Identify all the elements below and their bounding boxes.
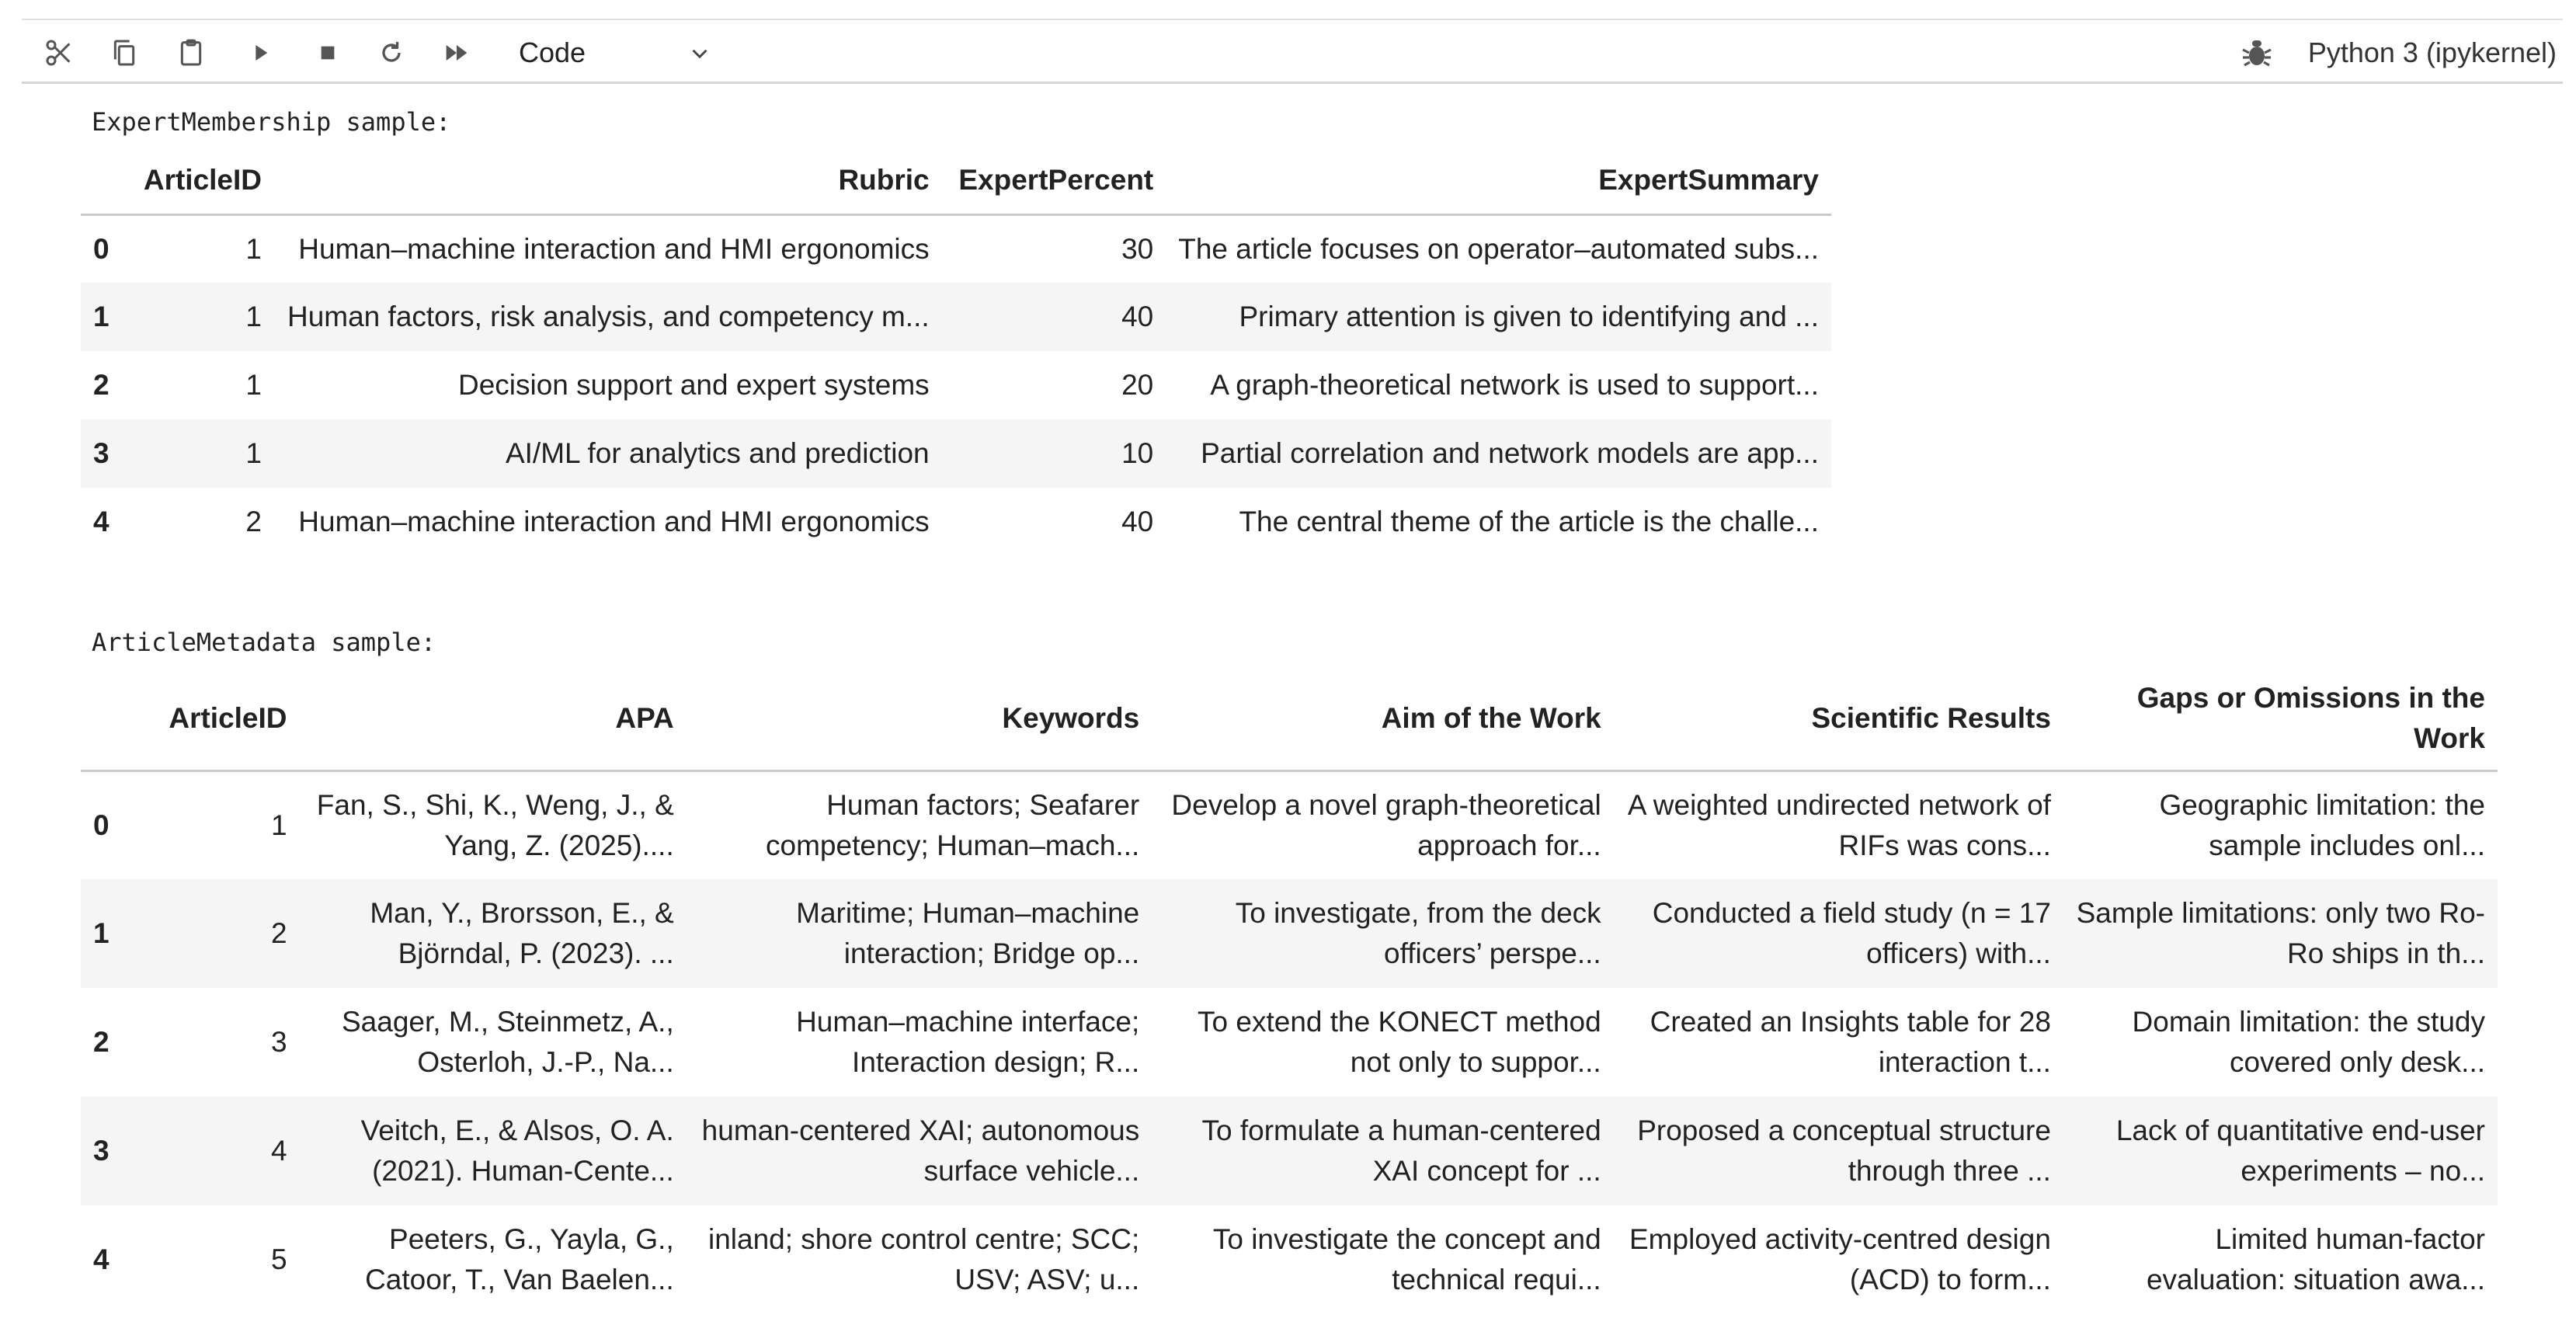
column-header: Gaps or Omissions in the Work: [2063, 668, 2498, 770]
cell-apa: Man, Y., Brorsson, E., & Björndal, P. (2023). ...: [370, 897, 674, 969]
cell-apa: Peeters, G., Yayla, G., Catoor, T., Van Baelen...: [365, 1223, 674, 1295]
cell-results: A weighted undirected network of RIFs was cons...: [1627, 788, 2051, 861]
cell-apa: Veitch, E., & Alsos, O. A. (2021). Human-Cente...: [360, 1115, 674, 1187]
cell-article-id: 2: [245, 506, 262, 537]
table-row: [81, 879, 2498, 988]
cell-keywords: Human factors; Seafarer competency; Human–mach...: [766, 788, 1140, 861]
cell-keywords: Maritime; Human–machine interaction; Bridge op...: [796, 897, 1140, 969]
cell-type-value: Code: [519, 37, 586, 68]
column-header: Aim of the Work: [1152, 668, 1613, 770]
notebook-toolbar: [22, 19, 2563, 84]
row-index: 2: [93, 1026, 110, 1058]
row-index: 0: [93, 232, 110, 265]
cell-article-id: 4: [270, 1135, 287, 1167]
kernel-name[interactable]: Python 3 (ipykernel): [2307, 37, 2557, 68]
cell-keywords: human-centered XAI; autonomous surface vehicle...: [701, 1115, 1140, 1187]
cut-icon[interactable]: [37, 33, 81, 73]
cell-keywords: Human–machine interface; Interaction design; R...: [796, 1006, 1140, 1078]
column-header: Scientific Results: [1614, 668, 2063, 770]
column-header: Keywords: [687, 668, 1152, 770]
column-header: Rubric: [274, 148, 942, 214]
cell-gaps: Lack of quantitative end-user experiments – no...: [2115, 1115, 2485, 1187]
article-metadata-label: ArticleMetadata sample:: [92, 628, 436, 657]
cell-article-id: 3: [270, 1026, 287, 1058]
paste-icon[interactable]: [169, 33, 213, 73]
table-header-row: [81, 148, 1831, 214]
row-index: 1: [93, 301, 110, 332]
table-row: [81, 351, 1831, 419]
stop-icon[interactable]: [306, 33, 349, 73]
cell-apa: Saager, M., Steinmetz, A., Osterloh, J.-P., Na...: [341, 1006, 674, 1078]
table-row: [81, 419, 1831, 488]
cell-expert-summary: Partial correlation and network models are app...: [1201, 437, 1819, 469]
row-index: 0: [93, 809, 110, 841]
bug-icon[interactable]: [2238, 34, 2275, 71]
cell-expert-percent: 10: [1121, 437, 1154, 469]
table-row: [81, 770, 2498, 879]
cell-expert-summary: The article focuses on operator–automated subs...: [1178, 232, 1819, 265]
table-row: [81, 988, 2498, 1097]
restart-icon[interactable]: [370, 33, 413, 73]
cell-expert-percent: 20: [1121, 369, 1154, 401]
column-header: APA: [300, 668, 687, 770]
cell-results: Proposed a conceptual structure through three ...: [1637, 1115, 2051, 1187]
cell-expert-summary: The central theme of the article is the challe...: [1239, 506, 1819, 537]
column-header: [81, 148, 127, 214]
row-index: 2: [93, 369, 110, 401]
row-index: 1: [93, 917, 110, 949]
cell-expert-percent: 40: [1121, 301, 1154, 332]
cell-aim: To investigate, from the deck officers’ perspe...: [1235, 897, 1601, 969]
table-row: [81, 1205, 2498, 1314]
cell-aim: To investigate the concept and technical requi...: [1212, 1223, 1601, 1295]
cell-article-id: 1: [270, 809, 287, 841]
cell-rubric: Human–machine interaction and HMI ergonomics: [298, 506, 930, 537]
fast-forward-icon[interactable]: [435, 33, 478, 73]
cell-expert-summary: A graph-theoretical network is used to support...: [1210, 369, 1819, 401]
cell-gaps: Sample limitations: only two Ro-Ro ships in th...: [2076, 897, 2485, 969]
cell-rubric: Decision support and expert systems: [457, 369, 930, 401]
cell-gaps: Geographic limitation: the sample includes onl...: [2159, 788, 2485, 861]
chevron-down-icon: [687, 40, 713, 67]
row-index: 4: [93, 1243, 110, 1275]
column-header: ArticleID: [127, 148, 274, 214]
column-header: ArticleID: [141, 668, 300, 770]
table-header-row: [81, 668, 2498, 770]
cell-aim: To extend the KONECT method not only to suppor...: [1198, 1006, 1601, 1078]
cell-aim: To formulate a human-centered XAI concept for ...: [1201, 1115, 1601, 1187]
cell-results: Created an Insights table for 28 interaction t...: [1650, 1006, 2051, 1078]
cell-results: Conducted a field study (n = 17 officers) with...: [1652, 897, 2051, 969]
cell-article-id: 1: [245, 369, 262, 401]
cell-expert-percent: 30: [1121, 232, 1154, 265]
table-row: [81, 214, 1831, 283]
article-metadata-table: [81, 668, 2498, 1314]
column-header: ExpertPercent: [942, 148, 1166, 214]
cell-article-id: 1: [245, 301, 262, 332]
table-row: [81, 1097, 2498, 1205]
cell-type-select[interactable]: [519, 33, 713, 73]
cell-keywords: inland; shore control centre; SCC; USV; ASV; u...: [707, 1223, 1140, 1295]
column-header: [81, 668, 141, 770]
copy-icon[interactable]: [103, 33, 146, 73]
cell-gaps: Domain limitation: the study covered only desk...: [2132, 1006, 2485, 1078]
run-icon[interactable]: [239, 33, 283, 73]
row-index: 3: [93, 1135, 110, 1167]
cell-expert-percent: 40: [1121, 506, 1154, 537]
expert-membership-table: [81, 148, 1831, 556]
cell-article-id: 5: [270, 1243, 287, 1275]
cell-article-id: 1: [245, 437, 262, 469]
cell-aim: Develop a novel graph-theoretical approach for...: [1171, 788, 1601, 861]
cell-article-id: 2: [270, 917, 287, 949]
row-index: 3: [93, 437, 110, 469]
cell-expert-summary: Primary attention is given to identifying and ...: [1239, 301, 1819, 332]
row-index: 4: [93, 506, 110, 537]
cell-rubric: AI/ML for analytics and prediction: [505, 437, 930, 469]
expert-membership-label: ExpertMembership sample:: [92, 107, 451, 137]
table-row: [81, 488, 1831, 556]
cell-article-id: 1: [245, 232, 262, 265]
cell-rubric: Human–machine interaction and HMI ergonomics: [298, 232, 930, 265]
cell-gaps: Limited human-factor evaluation: situation awa...: [2146, 1223, 2485, 1295]
cell-apa: Fan, S., Shi, K., Weng, J., & Yang, Z. (2025)....: [316, 788, 674, 861]
table-row: [81, 283, 1831, 351]
column-header: ExpertSummary: [1166, 148, 1831, 214]
cell-rubric: Human factors, risk analysis, and competency m...: [287, 301, 930, 332]
cell-results: Employed activity-centred design (ACD) to form...: [1629, 1223, 2051, 1295]
